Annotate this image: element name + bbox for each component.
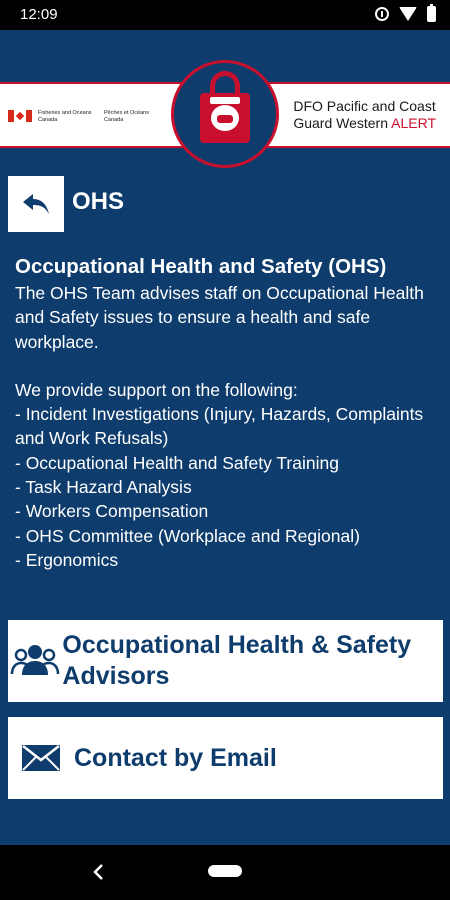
back-button[interactable] [8,176,64,232]
back-arrow-icon [21,192,51,216]
list-item: - Ergonomics [15,549,119,570]
brand-line1: DFO Pacific and Coast [293,98,436,114]
padlock-icon [200,93,250,143]
intro-paragraph: The OHS Team advises staff on Occupational Health and Safety issues to ensure a health and safe workplace. [15,283,424,352]
brand-line2-prefix: Guard Western [293,115,392,131]
battery-icon [427,6,436,22]
envelope-icon [21,744,61,772]
logo-cap [210,97,240,104]
status-bar [0,0,450,30]
email-label: Contact by Email [74,743,277,772]
brand-alert: ALERT [391,115,436,131]
system-nav-bar [0,845,450,900]
app-logo [171,60,279,168]
nav-back-icon [88,861,110,883]
list-item: - Incident Investigations (Injury, Hazards, Complaints and Work Refusals) [15,404,424,449]
logo-face [211,105,239,131]
gov-text-fr: Pêches et Océans Canada [104,110,149,123]
nav-home-button[interactable] [208,865,242,877]
card-icon-wrap [8,744,74,772]
support-list [15,402,440,572]
email-button[interactable] [8,717,443,799]
brand-line2 [293,115,436,132]
gov-text-en: Fisheries and Oceans Canada [38,110,92,123]
canada-flag-icon [8,110,32,122]
status-time: 12:09 [20,6,58,23]
wifi-icon [399,7,417,21]
advisors-label: Occupational Health & Safety Advisors [62,631,412,690]
brand-title [293,98,436,132]
government-signature [8,110,164,124]
vibrate-icon [375,7,389,21]
people-group-icon [10,641,60,681]
card-icon-wrap [8,641,62,681]
content-body [15,252,440,572]
nav-back-button[interactable] [88,861,110,883]
list-item: - Task Hazard Analysis [15,477,192,498]
list-item: - OHS Committee (Workplace and Regional) [15,525,360,546]
status-icons [375,6,436,22]
list-item: - Occupational Health and Safety Training [15,452,339,473]
list-item: - Workers Compensation [15,501,209,522]
page-title: OHS [72,188,125,215]
section-heading: Occupational Health and Safety (OHS) [15,255,387,278]
advisors-button[interactable] [8,620,443,702]
support-intro: We provide support on the following: [15,379,298,400]
